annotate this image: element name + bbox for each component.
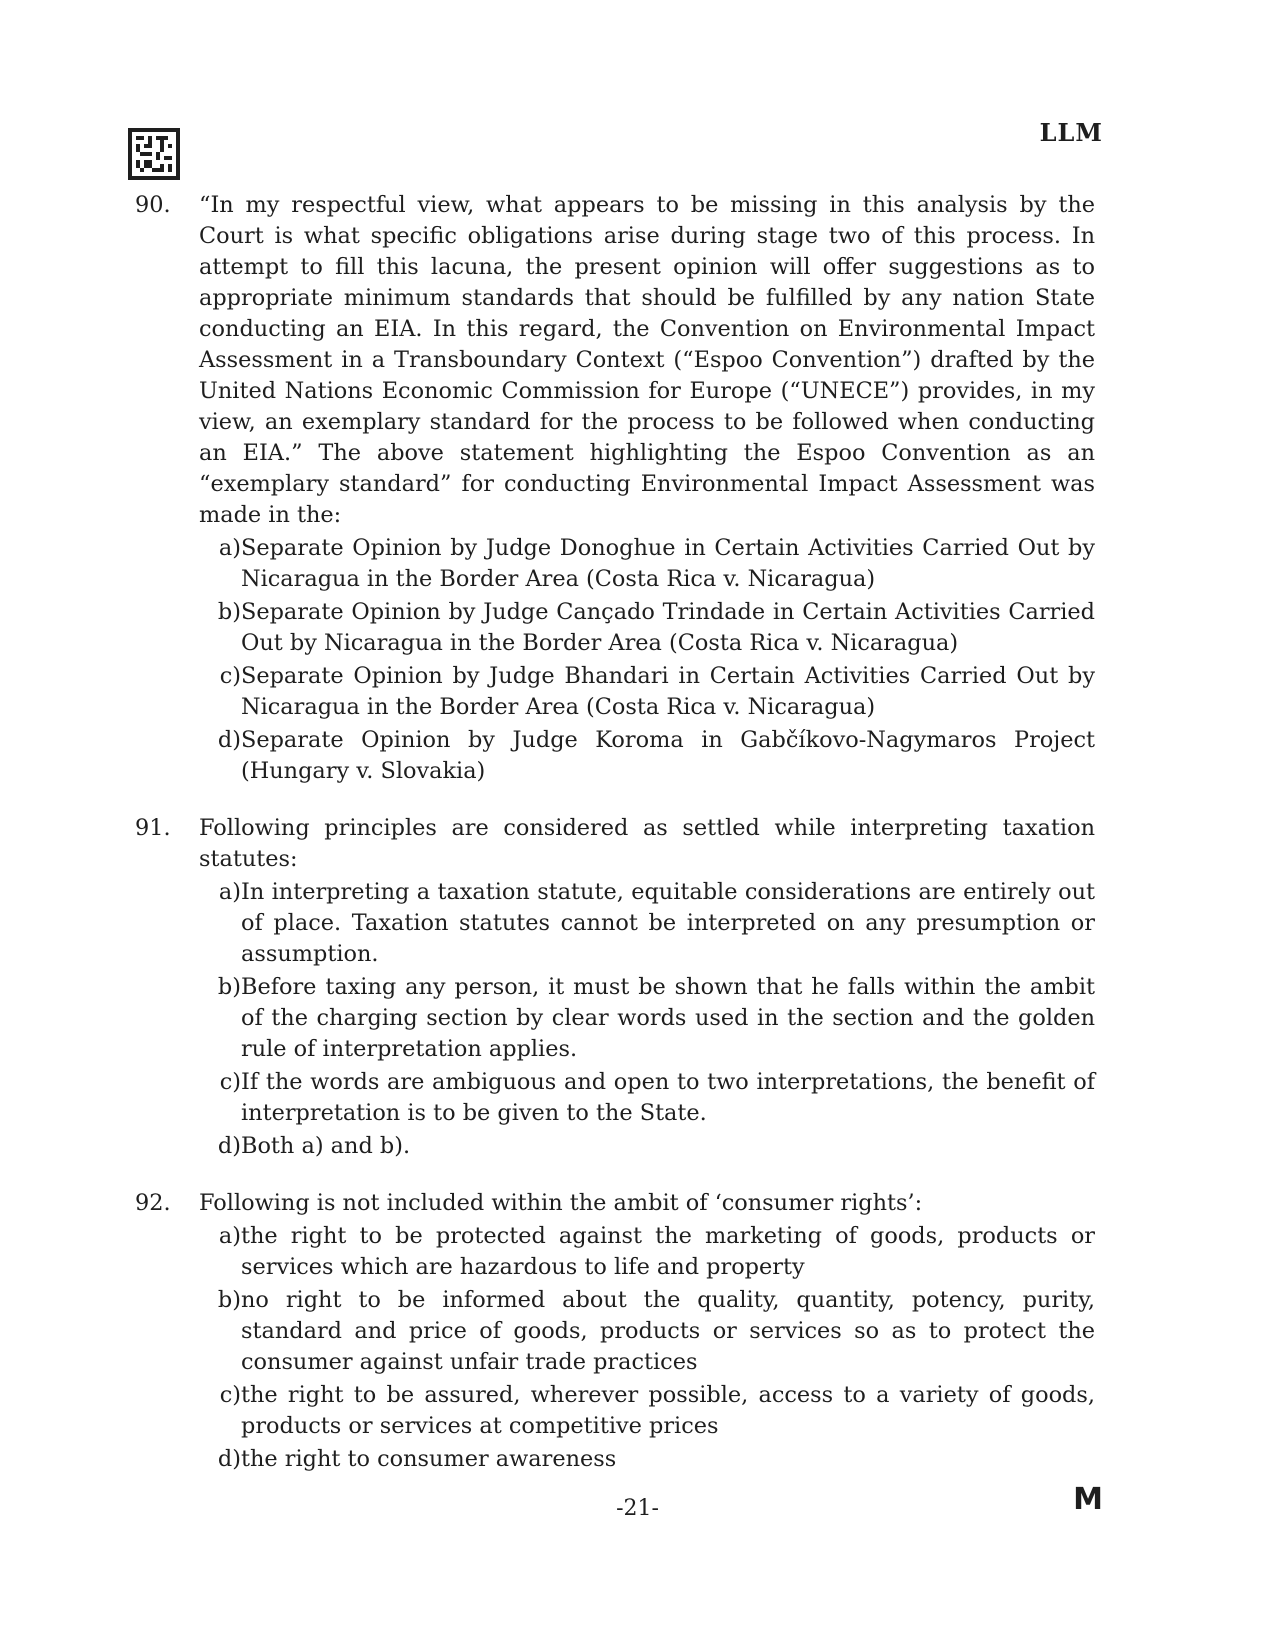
option-label: a): [218, 1223, 241, 1249]
question-list: [135, 190, 1095, 1475]
option-label: b): [217, 974, 241, 1000]
option-text: If the words are ambiguous and open to two interpretations, the benefit of interpretation is to be given to the State.: [241, 1069, 1095, 1126]
option-a: [199, 877, 1095, 970]
option-a: [199, 533, 1095, 595]
option-c: [199, 1380, 1095, 1442]
option-label: a): [218, 879, 241, 905]
question-92: [135, 1188, 1095, 1475]
question-90: [135, 190, 1095, 787]
qr-code-icon: [128, 128, 180, 180]
option-b: [199, 597, 1095, 659]
option-label: a): [218, 535, 241, 561]
option-c: [199, 661, 1095, 723]
question-text: Following principles are considered as settled while interpreting taxation statutes:: [199, 815, 1095, 872]
option-text: In interpreting a taxation statute, equitable considerations are entirely out of place. Taxation statutes cannot be interpreted on any presumption or assumption.: [241, 879, 1095, 967]
question-text: “In my respectful view, what appears to be missing in this analysis by the Court is what specific obligations arise during stage two of this process. In attempt to fill this lacuna, the present opinion will offer suggestions as to appropriate minimum standards that should be fulfilled by any nation State conducting an EIA. In this regard, the Convention on Environmental Impact Assessment in a Transboundary Context (“Espoo Convention”) drafted by the United Nations Economic Commission for Europe (“UNECE”) provides, in my view, an exemplary standard for the process to be followed when conducting an EIA.” The above statement highlighting the Espoo Convention as an “exemplary standard” for conducting Environmental Impact Assessment was made in the:: [199, 192, 1095, 528]
option-text: Separate Opinion by Judge Koroma in Gabčíkovo-Nagymaros Project (Hungary v. Slovakia): [241, 727, 1095, 784]
question-spacer: [135, 1162, 1095, 1188]
option-d: [199, 725, 1095, 787]
option-d: [199, 1131, 1095, 1162]
question-number: 92.: [135, 1190, 171, 1216]
option-label: b): [217, 599, 241, 625]
option-list: [199, 1221, 1095, 1475]
option-c: [199, 1067, 1095, 1129]
series-code: M: [1073, 1482, 1103, 1517]
option-text: no right to be informed about the quality, quantity, potency, purity, standard and price of goods, products or services so as to protect the consumer against unfair trade practices: [241, 1287, 1095, 1375]
option-text: Separate Opinion by Judge Cançado Trindade in Certain Activities Carried Out by Nicaragua in the Border Area (Costa Rica v. Nicaragua): [241, 599, 1095, 656]
option-d: [199, 1444, 1095, 1475]
paper-code: LLM: [1039, 118, 1103, 147]
option-text: Before taxing any person, it must be shown that he falls within the ambit of the charging section by clear words used in the section and the golden rule of interpretation applies.: [241, 974, 1095, 1062]
option-label: b): [217, 1287, 241, 1313]
option-b: [199, 972, 1095, 1065]
option-label: c): [219, 663, 241, 689]
option-a: [199, 1221, 1095, 1283]
page-number: -21-: [616, 1496, 659, 1521]
option-label: c): [219, 1069, 241, 1095]
option-b: [199, 1285, 1095, 1378]
option-text: the right to be assured, wherever possible, access to a variety of goods, products or services at competitive prices: [241, 1382, 1095, 1439]
question-91: [135, 813, 1095, 1162]
question-number: 91.: [135, 815, 171, 841]
option-text: the right to consumer awareness: [241, 1446, 617, 1472]
question-spacer: [135, 787, 1095, 813]
question-text: Following is not included within the ambit of ‘consumer rights’:: [199, 1190, 923, 1216]
option-text: Both a) and b).: [241, 1133, 411, 1159]
option-label: d): [217, 727, 241, 753]
question-number: 90.: [135, 192, 171, 218]
option-label: d): [217, 1446, 241, 1472]
option-text: Separate Opinion by Judge Donoghue in Certain Activities Carried Out by Nicaragua in the Border Area (Costa Rica v. Nicaragua): [241, 535, 1095, 592]
option-label: d): [217, 1133, 241, 1159]
option-list: [199, 533, 1095, 787]
option-label: c): [219, 1382, 241, 1408]
option-text: the right to be protected against the marketing of goods, products or services which are hazardous to life and property: [241, 1223, 1095, 1280]
option-list: [199, 877, 1095, 1162]
option-text: Separate Opinion by Judge Bhandari in Certain Activities Carried Out by Nicaragua in the Border Area (Costa Rica v. Nicaragua): [241, 663, 1095, 720]
